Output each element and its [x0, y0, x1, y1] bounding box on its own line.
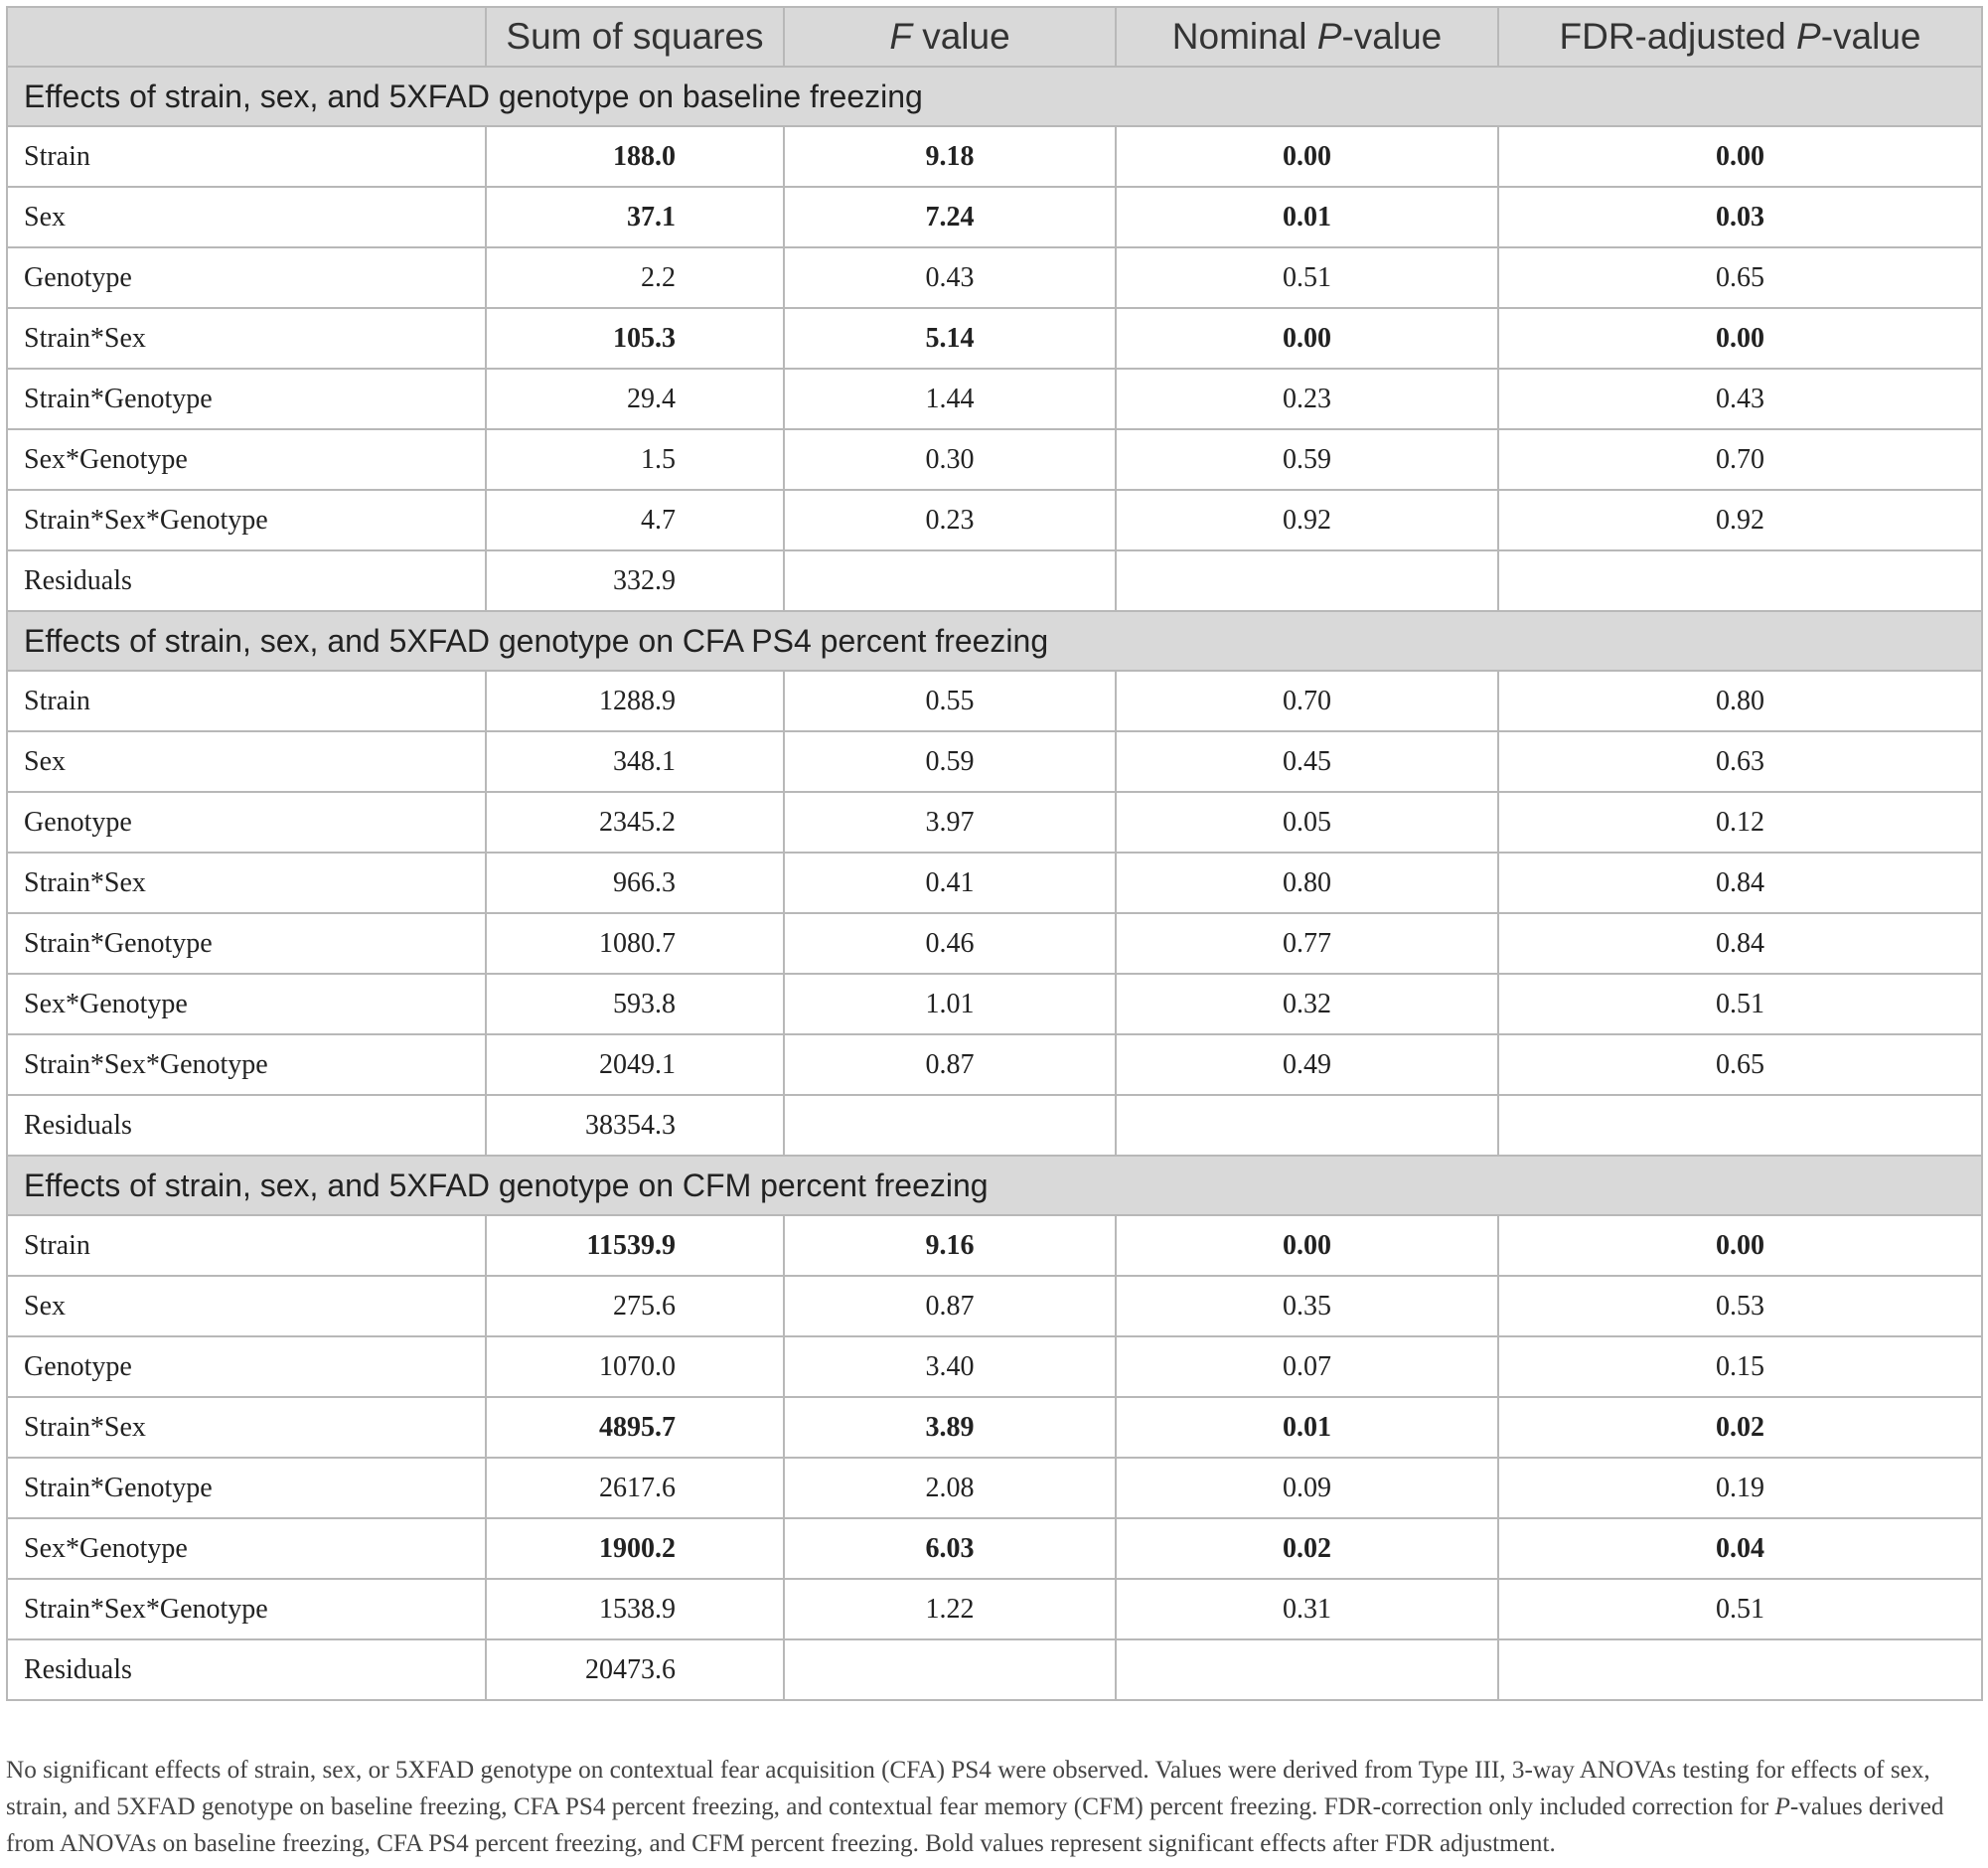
table-row: [7, 429, 1982, 490]
table-row: [7, 671, 1982, 731]
sum-of-squares-cell: 1288.9: [486, 671, 784, 731]
header-nominal-rest: -value: [1341, 16, 1443, 57]
anova-table-container: [6, 6, 1981, 1701]
effect-label-cell: Strain*Sex*Genotype: [7, 490, 486, 550]
fdr-p-value-cell: 0.03: [1498, 187, 1982, 247]
fdr-p-value-cell: 0.19: [1498, 1458, 1982, 1518]
table-row: [7, 1397, 1982, 1458]
table-row: [7, 1034, 1982, 1095]
fdr-p-value-cell: 0.43: [1498, 369, 1982, 429]
fdr-p-value-cell: [1498, 1639, 1982, 1700]
table-row: [7, 792, 1982, 853]
table-row: [7, 1336, 1982, 1397]
f-value-cell: [784, 1095, 1116, 1156]
sum-of-squares-cell: 1538.9: [486, 1579, 784, 1639]
f-value-cell: 1.22: [784, 1579, 1116, 1639]
f-value-cell: 0.55: [784, 671, 1116, 731]
f-value-cell: 0.41: [784, 853, 1116, 913]
effect-label-cell: Strain: [7, 1215, 486, 1276]
fdr-p-value-cell: 0.51: [1498, 1579, 1982, 1639]
fdr-p-value-cell: 0.84: [1498, 853, 1982, 913]
fdr-p-value-cell: 0.04: [1498, 1518, 1982, 1579]
nominal-p-value-cell: 0.23: [1116, 369, 1498, 429]
effect-label-cell: Strain*Genotype: [7, 369, 486, 429]
effect-label-cell: Strain: [7, 671, 486, 731]
nominal-p-value-cell: 0.01: [1116, 1397, 1498, 1458]
table-footnote: [6, 1752, 1981, 1862]
header-fdr-italic: P: [1796, 16, 1821, 57]
nominal-p-value-cell: 0.05: [1116, 792, 1498, 853]
sum-of-squares-cell: 1070.0: [486, 1336, 784, 1397]
effect-label-cell: Strain*Sex: [7, 853, 486, 913]
section-heading: Effects of strain, sex, and 5XFAD genotype on CFA PS4 percent freezing: [7, 611, 1982, 671]
fdr-p-value-cell: 0.65: [1498, 247, 1982, 308]
f-value-cell: 0.46: [784, 913, 1116, 974]
section-heading-row: [7, 1156, 1982, 1215]
effect-label-cell: Strain*Sex: [7, 1397, 486, 1458]
effect-label-cell: Genotype: [7, 792, 486, 853]
nominal-p-value-cell: 0.59: [1116, 429, 1498, 490]
effect-label-cell: Strain*Sex*Genotype: [7, 1579, 486, 1639]
effect-label-cell: Residuals: [7, 1639, 486, 1700]
fdr-p-value-cell: 0.70: [1498, 429, 1982, 490]
nominal-p-value-cell: 0.35: [1116, 1276, 1498, 1336]
table-row: [7, 731, 1982, 792]
effect-label-cell: Strain*Genotype: [7, 913, 486, 974]
section-heading-row: [7, 67, 1982, 126]
nominal-p-value-cell: 0.32: [1116, 974, 1498, 1034]
nominal-p-value-cell: 0.02: [1116, 1518, 1498, 1579]
fdr-p-value-cell: 0.84: [1498, 913, 1982, 974]
nominal-p-value-cell: 0.01: [1116, 187, 1498, 247]
sum-of-squares-cell: 11539.9: [486, 1215, 784, 1276]
nominal-p-value-cell: 0.92: [1116, 490, 1498, 550]
sum-of-squares-cell: 332.9: [486, 550, 784, 611]
fdr-p-value-cell: 0.15: [1498, 1336, 1982, 1397]
sum-of-squares-cell: 38354.3: [486, 1095, 784, 1156]
section-heading-row: [7, 611, 1982, 671]
f-value-cell: [784, 550, 1116, 611]
header-nominal-pre: Nominal: [1171, 16, 1317, 57]
sum-of-squares-cell: 188.0: [486, 126, 784, 187]
f-value-cell: 0.87: [784, 1034, 1116, 1095]
header-fdr-rest: -value: [1820, 16, 1921, 57]
f-value-cell: 1.44: [784, 369, 1116, 429]
effect-label-cell: Sex: [7, 731, 486, 792]
fdr-p-value-cell: 0.80: [1498, 671, 1982, 731]
sum-of-squares-cell: 20473.6: [486, 1639, 784, 1700]
effect-label-cell: Residuals: [7, 1095, 486, 1156]
fdr-p-value-cell: 0.00: [1498, 308, 1982, 369]
header-f-italic: F: [889, 16, 912, 57]
table-row: [7, 126, 1982, 187]
nominal-p-value-cell: [1116, 1095, 1498, 1156]
sum-of-squares-cell: 2049.1: [486, 1034, 784, 1095]
sum-of-squares-cell: 1900.2: [486, 1518, 784, 1579]
f-value-cell: 3.89: [784, 1397, 1116, 1458]
header-f-value: [784, 7, 1116, 67]
header-f-rest: value: [911, 16, 1010, 57]
table-row: [7, 1518, 1982, 1579]
table-row: [7, 1095, 1982, 1156]
table-row: [7, 1276, 1982, 1336]
f-value-cell: 3.97: [784, 792, 1116, 853]
table-row: [7, 550, 1982, 611]
sum-of-squares-cell: 1080.7: [486, 913, 784, 974]
sum-of-squares-cell: 105.3: [486, 308, 784, 369]
table-row: [7, 1215, 1982, 1276]
header-nominal-p-value: [1116, 7, 1498, 67]
fdr-p-value-cell: [1498, 1095, 1982, 1156]
effect-label-cell: Sex*Genotype: [7, 1518, 486, 1579]
nominal-p-value-cell: [1116, 550, 1498, 611]
f-value-cell: 9.18: [784, 126, 1116, 187]
nominal-p-value-cell: 0.07: [1116, 1336, 1498, 1397]
table-row: [7, 187, 1982, 247]
nominal-p-value-cell: 0.77: [1116, 913, 1498, 974]
sum-of-squares-cell: 4895.7: [486, 1397, 784, 1458]
table-row: [7, 1579, 1982, 1639]
header-fdr-pre: FDR-adjusted: [1559, 16, 1797, 57]
header-blank-cell: [7, 7, 486, 67]
nominal-p-value-cell: 0.00: [1116, 126, 1498, 187]
footnote-part1: No significant effects of strain, sex, or 5XFAD genotype on contextual fear acquisition (CFA) PS4 were observed. Values were derived from Type III, 3-way ANOVAs testing for effects of sex, strain, and 5XFAD genotype on baseline freezing, CFA PS4 percent freezing, and contextual fear memory (CFM) percent freezing. FDR-correction only included correction for: [6, 1757, 1930, 1820]
footnote-italic-p: P: [1774, 1793, 1790, 1820]
sum-of-squares-cell: 2.2: [486, 247, 784, 308]
section-heading: Effects of strain, sex, and 5XFAD genotype on baseline freezing: [7, 67, 1982, 126]
fdr-p-value-cell: 0.00: [1498, 126, 1982, 187]
header-sum-of-squares: Sum of squares: [486, 7, 784, 67]
effect-label-cell: Strain*Sex: [7, 308, 486, 369]
nominal-p-value-cell: 0.49: [1116, 1034, 1498, 1095]
nominal-p-value-cell: 0.31: [1116, 1579, 1498, 1639]
fdr-p-value-cell: 0.51: [1498, 974, 1982, 1034]
effect-label-cell: Genotype: [7, 247, 486, 308]
effect-label-cell: Sex: [7, 187, 486, 247]
table-body: [7, 67, 1982, 1700]
header-nominal-italic: P: [1316, 16, 1342, 57]
header-row: [7, 7, 1982, 67]
sum-of-squares-cell: 29.4: [486, 369, 784, 429]
f-value-cell: 0.43: [784, 247, 1116, 308]
table-header: [7, 7, 1982, 67]
effect-label-cell: Sex: [7, 1276, 486, 1336]
footnote-part2: -values derived from ANOVAs on baseline freezing, CFA PS4 percent freezing, and CFM percent freezing. Bold values represent significant effects after FDR adjustment.: [6, 1793, 1944, 1857]
sum-of-squares-cell: 2617.6: [486, 1458, 784, 1518]
effect-label-cell: Genotype: [7, 1336, 486, 1397]
table-row: [7, 1639, 1982, 1700]
sum-of-squares-cell: 37.1: [486, 187, 784, 247]
sum-of-squares-cell: 275.6: [486, 1276, 784, 1336]
anova-results-table: [6, 6, 1983, 1701]
effect-label-cell: Strain*Sex*Genotype: [7, 1034, 486, 1095]
table-row: [7, 974, 1982, 1034]
effect-label-cell: Sex*Genotype: [7, 429, 486, 490]
nominal-p-value-cell: 0.80: [1116, 853, 1498, 913]
sum-of-squares-cell: 2345.2: [486, 792, 784, 853]
f-value-cell: 2.08: [784, 1458, 1116, 1518]
sum-of-squares-cell: 593.8: [486, 974, 784, 1034]
table-row: [7, 1458, 1982, 1518]
fdr-p-value-cell: 0.65: [1498, 1034, 1982, 1095]
nominal-p-value-cell: 0.00: [1116, 308, 1498, 369]
table-row: [7, 308, 1982, 369]
fdr-p-value-cell: [1498, 550, 1982, 611]
fdr-p-value-cell: 0.53: [1498, 1276, 1982, 1336]
sum-of-squares-cell: 966.3: [486, 853, 784, 913]
f-value-cell: 0.87: [784, 1276, 1116, 1336]
f-value-cell: 6.03: [784, 1518, 1116, 1579]
table-row: [7, 369, 1982, 429]
f-value-cell: 5.14: [784, 308, 1116, 369]
sum-of-squares-cell: 4.7: [486, 490, 784, 550]
f-value-cell: 0.30: [784, 429, 1116, 490]
nominal-p-value-cell: 0.70: [1116, 671, 1498, 731]
sum-of-squares-cell: 348.1: [486, 731, 784, 792]
fdr-p-value-cell: 0.92: [1498, 490, 1982, 550]
nominal-p-value-cell: 0.09: [1116, 1458, 1498, 1518]
sum-of-squares-cell: 1.5: [486, 429, 784, 490]
fdr-p-value-cell: 0.63: [1498, 731, 1982, 792]
f-value-cell: 7.24: [784, 187, 1116, 247]
effect-label-cell: Strain: [7, 126, 486, 187]
f-value-cell: 3.40: [784, 1336, 1116, 1397]
table-row: [7, 853, 1982, 913]
table-row: [7, 247, 1982, 308]
table-row: [7, 490, 1982, 550]
f-value-cell: 1.01: [784, 974, 1116, 1034]
section-heading: Effects of strain, sex, and 5XFAD genotype on CFM percent freezing: [7, 1156, 1982, 1215]
header-fdr-adjusted-p-value: [1498, 7, 1982, 67]
fdr-p-value-cell: 0.00: [1498, 1215, 1982, 1276]
f-value-cell: 9.16: [784, 1215, 1116, 1276]
fdr-p-value-cell: 0.12: [1498, 792, 1982, 853]
f-value-cell: [784, 1639, 1116, 1700]
nominal-p-value-cell: 0.00: [1116, 1215, 1498, 1276]
effect-label-cell: Residuals: [7, 550, 486, 611]
effect-label-cell: Strain*Genotype: [7, 1458, 486, 1518]
f-value-cell: 0.23: [784, 490, 1116, 550]
fdr-p-value-cell: 0.02: [1498, 1397, 1982, 1458]
effect-label-cell: Sex*Genotype: [7, 974, 486, 1034]
nominal-p-value-cell: 0.51: [1116, 247, 1498, 308]
nominal-p-value-cell: 0.45: [1116, 731, 1498, 792]
f-value-cell: 0.59: [784, 731, 1116, 792]
nominal-p-value-cell: [1116, 1639, 1498, 1700]
table-row: [7, 913, 1982, 974]
